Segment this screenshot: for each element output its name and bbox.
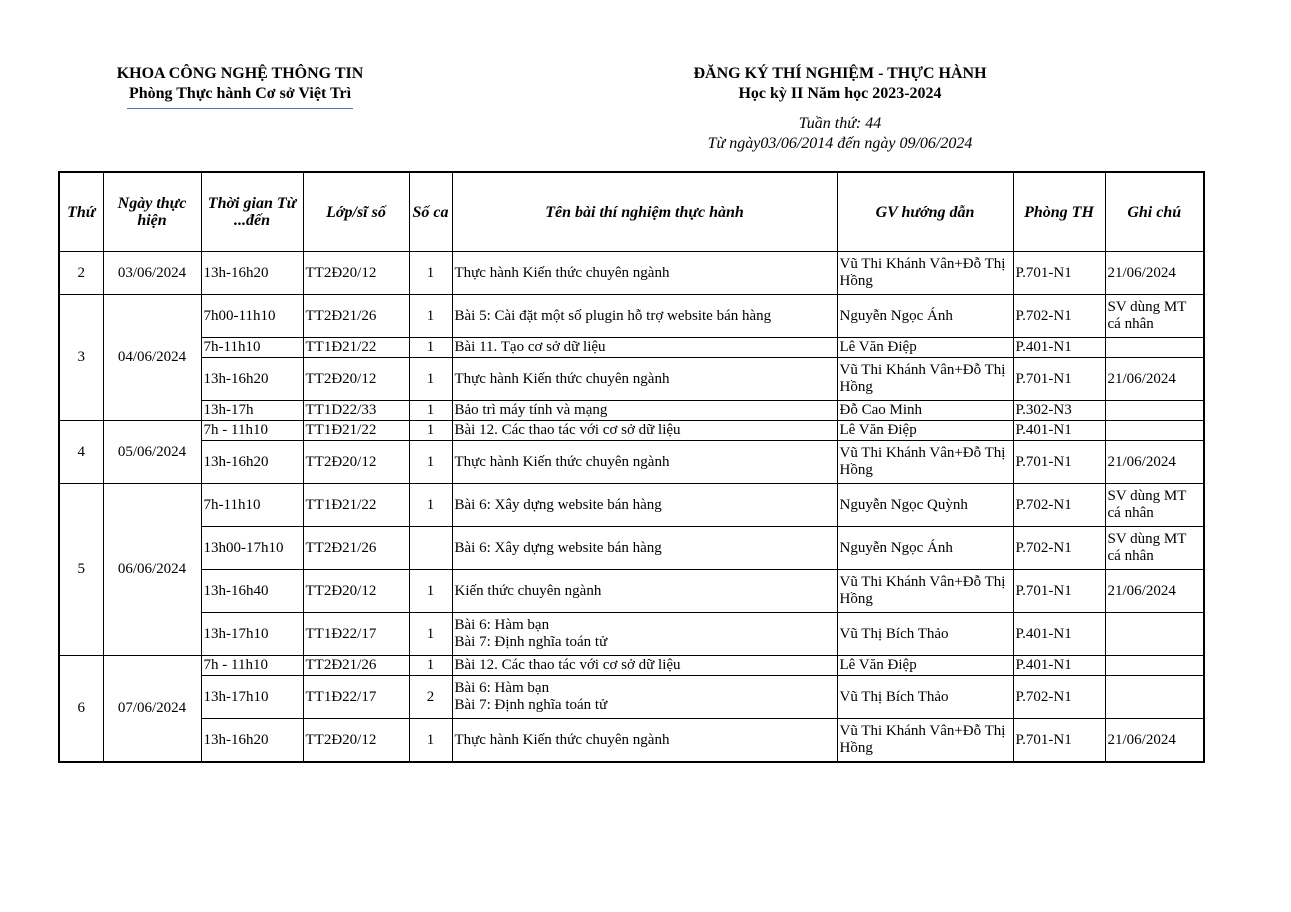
shift-cell: 1 <box>409 441 452 484</box>
lesson-cell: Kiến thức chuyên ngành <box>452 570 837 613</box>
time-cell: 7h00-11h10 <box>201 295 303 338</box>
shift-cell: 1 <box>409 719 452 763</box>
lesson-cell: Bài 6: Xây dựng website bán hàng <box>452 527 837 570</box>
class-cell: TT2Đ20/12 <box>303 719 409 763</box>
time-cell: 7h - 11h10 <box>201 656 303 676</box>
note-cell <box>1105 676 1204 719</box>
shift-cell: 1 <box>409 570 452 613</box>
instructor-cell: Đỗ Cao Minh <box>837 401 1013 421</box>
note-cell: SV dùng MT cá nhân <box>1105 295 1204 338</box>
lesson-cell: Thực hành Kiến thức chuyên ngành <box>452 252 837 295</box>
table-row <box>59 676 1204 719</box>
lesson-cell: Bài 6: Xây dựng website bán hàng <box>452 484 837 527</box>
week-label: Tuần thứ: 44 <box>798 115 882 132</box>
day-cell: 6 <box>59 656 103 763</box>
header-left <box>60 64 420 109</box>
col-ghichu: Ghi chú <box>1105 172 1204 252</box>
class-cell: TT1Đ21/22 <box>303 421 409 441</box>
table-row <box>59 719 1204 763</box>
note-cell: SV dùng MT cá nhân <box>1105 484 1204 527</box>
room-cell: P.701-N1 <box>1013 570 1105 613</box>
table-row <box>59 401 1204 421</box>
note-cell: 21/06/2024 <box>1105 441 1204 484</box>
instructor-cell: Vũ Thị Bích Thảo <box>837 613 1013 656</box>
date-cell: 04/06/2024 <box>103 295 201 421</box>
table-row <box>59 613 1204 656</box>
time-cell: 7h-11h10 <box>201 338 303 358</box>
lesson-cell: Bài 6: Hàm bạn Bài 7: Định nghĩa toán tử <box>452 676 837 719</box>
shift-cell: 1 <box>409 484 452 527</box>
table-row <box>59 295 1204 338</box>
col-soca: Số ca <box>409 172 452 252</box>
instructor-cell: Lê Văn Điệp <box>837 338 1013 358</box>
class-cell: TT1Đ21/22 <box>303 338 409 358</box>
instructor-cell: Lê Văn Điệp <box>837 656 1013 676</box>
table-row <box>59 358 1204 401</box>
room-cell: P.701-N1 <box>1013 441 1105 484</box>
note-cell: 21/06/2024 <box>1105 252 1204 295</box>
table-row <box>59 252 1204 295</box>
time-cell: 13h-16h40 <box>201 570 303 613</box>
note-cell <box>1105 421 1204 441</box>
header-right <box>600 64 1080 154</box>
note-cell <box>1105 338 1204 358</box>
instructor-cell: Vũ Thi Khánh Vân+Đỗ Thị Hồng <box>837 570 1013 613</box>
note-cell <box>1105 613 1204 656</box>
instructor-cell: Nguyễn Ngọc Ánh <box>837 295 1013 338</box>
schedule-body <box>59 252 1204 763</box>
lesson-cell: Bảo trì máy tính và mạng <box>452 401 837 421</box>
faculty-name: KHOA CÔNG NGHỆ THÔNG TIN <box>116 65 364 82</box>
note-cell: 21/06/2024 <box>1105 719 1204 763</box>
table-row <box>59 570 1204 613</box>
lesson-cell: Thực hành Kiến thức chuyên ngành <box>452 358 837 401</box>
shift-cell: 1 <box>409 656 452 676</box>
instructor-cell: Lê Văn Điệp <box>837 421 1013 441</box>
instructor-cell: Nguyễn Ngọc Ánh <box>837 527 1013 570</box>
col-tenbai: Tên bài thí nghiệm thực hành <box>452 172 837 252</box>
class-cell: TT2Đ21/26 <box>303 527 409 570</box>
room-cell: P.401-N1 <box>1013 613 1105 656</box>
room-cell: P.702-N1 <box>1013 676 1105 719</box>
class-cell: TT2Đ21/26 <box>303 656 409 676</box>
col-gv: GV hướng dẫn <box>837 172 1013 252</box>
instructor-cell: Nguyễn Ngọc Quỳnh <box>837 484 1013 527</box>
time-cell: 7h-11h10 <box>201 484 303 527</box>
lesson-cell: Thực hành Kiến thức chuyên ngành <box>452 719 837 763</box>
shift-cell: 1 <box>409 338 452 358</box>
note-cell <box>1105 656 1204 676</box>
class-cell: TT1Đ21/22 <box>303 484 409 527</box>
lesson-cell: Bài 11. Tạo cơ sở dữ liệu <box>452 338 837 358</box>
document-title: ĐĂNG KÝ THÍ NGHIỆM - THỰC HÀNH <box>693 65 987 82</box>
schedule-table <box>58 171 1205 763</box>
room-cell: P.401-N1 <box>1013 421 1105 441</box>
table-row <box>59 441 1204 484</box>
lesson-cell: Bài 12. Các thao tác với cơ sở dữ liệu <box>452 421 837 441</box>
shift-cell: 1 <box>409 252 452 295</box>
instructor-cell: Vũ Thi Khánh Vân+Đỗ Thị Hồng <box>837 441 1013 484</box>
col-phong: Phòng TH <box>1013 172 1105 252</box>
date-cell: 07/06/2024 <box>103 656 201 763</box>
note-cell <box>1105 401 1204 421</box>
shift-cell: 1 <box>409 295 452 338</box>
room-cell: P.401-N1 <box>1013 338 1105 358</box>
time-cell: 13h-17h <box>201 401 303 421</box>
date-cell: 06/06/2024 <box>103 484 201 656</box>
time-cell: 13h00-17h10 <box>201 527 303 570</box>
class-cell: TT2Đ20/12 <box>303 570 409 613</box>
time-cell: 13h-17h10 <box>201 613 303 656</box>
room-cell: P.702-N1 <box>1013 295 1105 338</box>
shift-cell: 1 <box>409 613 452 656</box>
instructor-cell: Vũ Thi Khánh Vân+Đỗ Thị Hồng <box>837 358 1013 401</box>
class-cell: TT2Đ21/26 <box>303 295 409 338</box>
lesson-cell: Bài 12. Các thao tác với cơ sở dữ liệu <box>452 656 837 676</box>
instructor-cell: Vũ Thi Khánh Vân+Đỗ Thị Hồng <box>837 719 1013 763</box>
note-cell: SV dùng MT cá nhân <box>1105 527 1204 570</box>
room-cell: P.401-N1 <box>1013 656 1105 676</box>
room-cell: P.701-N1 <box>1013 358 1105 401</box>
shift-cell: 1 <box>409 421 452 441</box>
day-cell: 4 <box>59 421 103 484</box>
class-cell: TT1Đ22/17 <box>303 613 409 656</box>
header-underline <box>127 108 353 109</box>
time-cell: 13h-16h20 <box>201 719 303 763</box>
semester-label: Học kỳ II Năm học 2023-2024 <box>738 85 942 102</box>
table-row <box>59 527 1204 570</box>
lab-name: Phòng Thực hành Cơ sở Việt Trì <box>128 85 352 102</box>
col-ngay: Ngày thực hiện <box>103 172 201 252</box>
time-cell: 13h-17h10 <box>201 676 303 719</box>
class-cell: TT1Đ22/17 <box>303 676 409 719</box>
note-cell: 21/06/2024 <box>1105 358 1204 401</box>
time-cell: 13h-16h20 <box>201 358 303 401</box>
table-row <box>59 656 1204 676</box>
day-cell: 2 <box>59 252 103 295</box>
table-row <box>59 484 1204 527</box>
class-cell: TT2Đ20/12 <box>303 358 409 401</box>
room-cell: P.702-N1 <box>1013 527 1105 570</box>
col-thu: Thứ <box>59 172 103 252</box>
lesson-cell: Bài 5: Cài đặt một số plugin hỗ trợ website bán hàng <box>452 295 837 338</box>
class-cell: TT1D22/33 <box>303 401 409 421</box>
table-header-row <box>59 172 1204 252</box>
shift-cell <box>409 527 452 570</box>
lesson-cell: Thực hành Kiến thức chuyên ngành <box>452 441 837 484</box>
note-cell: 21/06/2024 <box>1105 570 1204 613</box>
date-range-label: Từ ngày03/06/2014 đến ngày 09/06/2024 <box>707 135 973 152</box>
date-cell: 05/06/2024 <box>103 421 201 484</box>
room-cell: P.702-N1 <box>1013 484 1105 527</box>
time-cell: 7h - 11h10 <box>201 421 303 441</box>
day-cell: 3 <box>59 295 103 421</box>
col-lop: Lớp/sĩ số <box>303 172 409 252</box>
lesson-cell: Bài 6: Hàm bạn Bài 7: Định nghĩa toán tử <box>452 613 837 656</box>
class-cell: TT2Đ20/12 <box>303 441 409 484</box>
room-cell: P.701-N1 <box>1013 252 1105 295</box>
instructor-cell: Vũ Thị Bích Thảo <box>837 676 1013 719</box>
shift-cell: 2 <box>409 676 452 719</box>
day-cell: 5 <box>59 484 103 656</box>
shift-cell: 1 <box>409 401 452 421</box>
room-cell: P.302-N3 <box>1013 401 1105 421</box>
time-cell: 13h-16h20 <box>201 252 303 295</box>
table-row <box>59 338 1204 358</box>
time-cell: 13h-16h20 <box>201 441 303 484</box>
col-thoigian: Thời gian Từ ...đến <box>201 172 303 252</box>
shift-cell: 1 <box>409 358 452 401</box>
instructor-cell: Vũ Thi Khánh Vân+Đỗ Thị Hồng <box>837 252 1013 295</box>
table-row <box>59 421 1204 441</box>
date-cell: 03/06/2024 <box>103 252 201 295</box>
room-cell: P.701-N1 <box>1013 719 1105 763</box>
class-cell: TT2Đ20/12 <box>303 252 409 295</box>
